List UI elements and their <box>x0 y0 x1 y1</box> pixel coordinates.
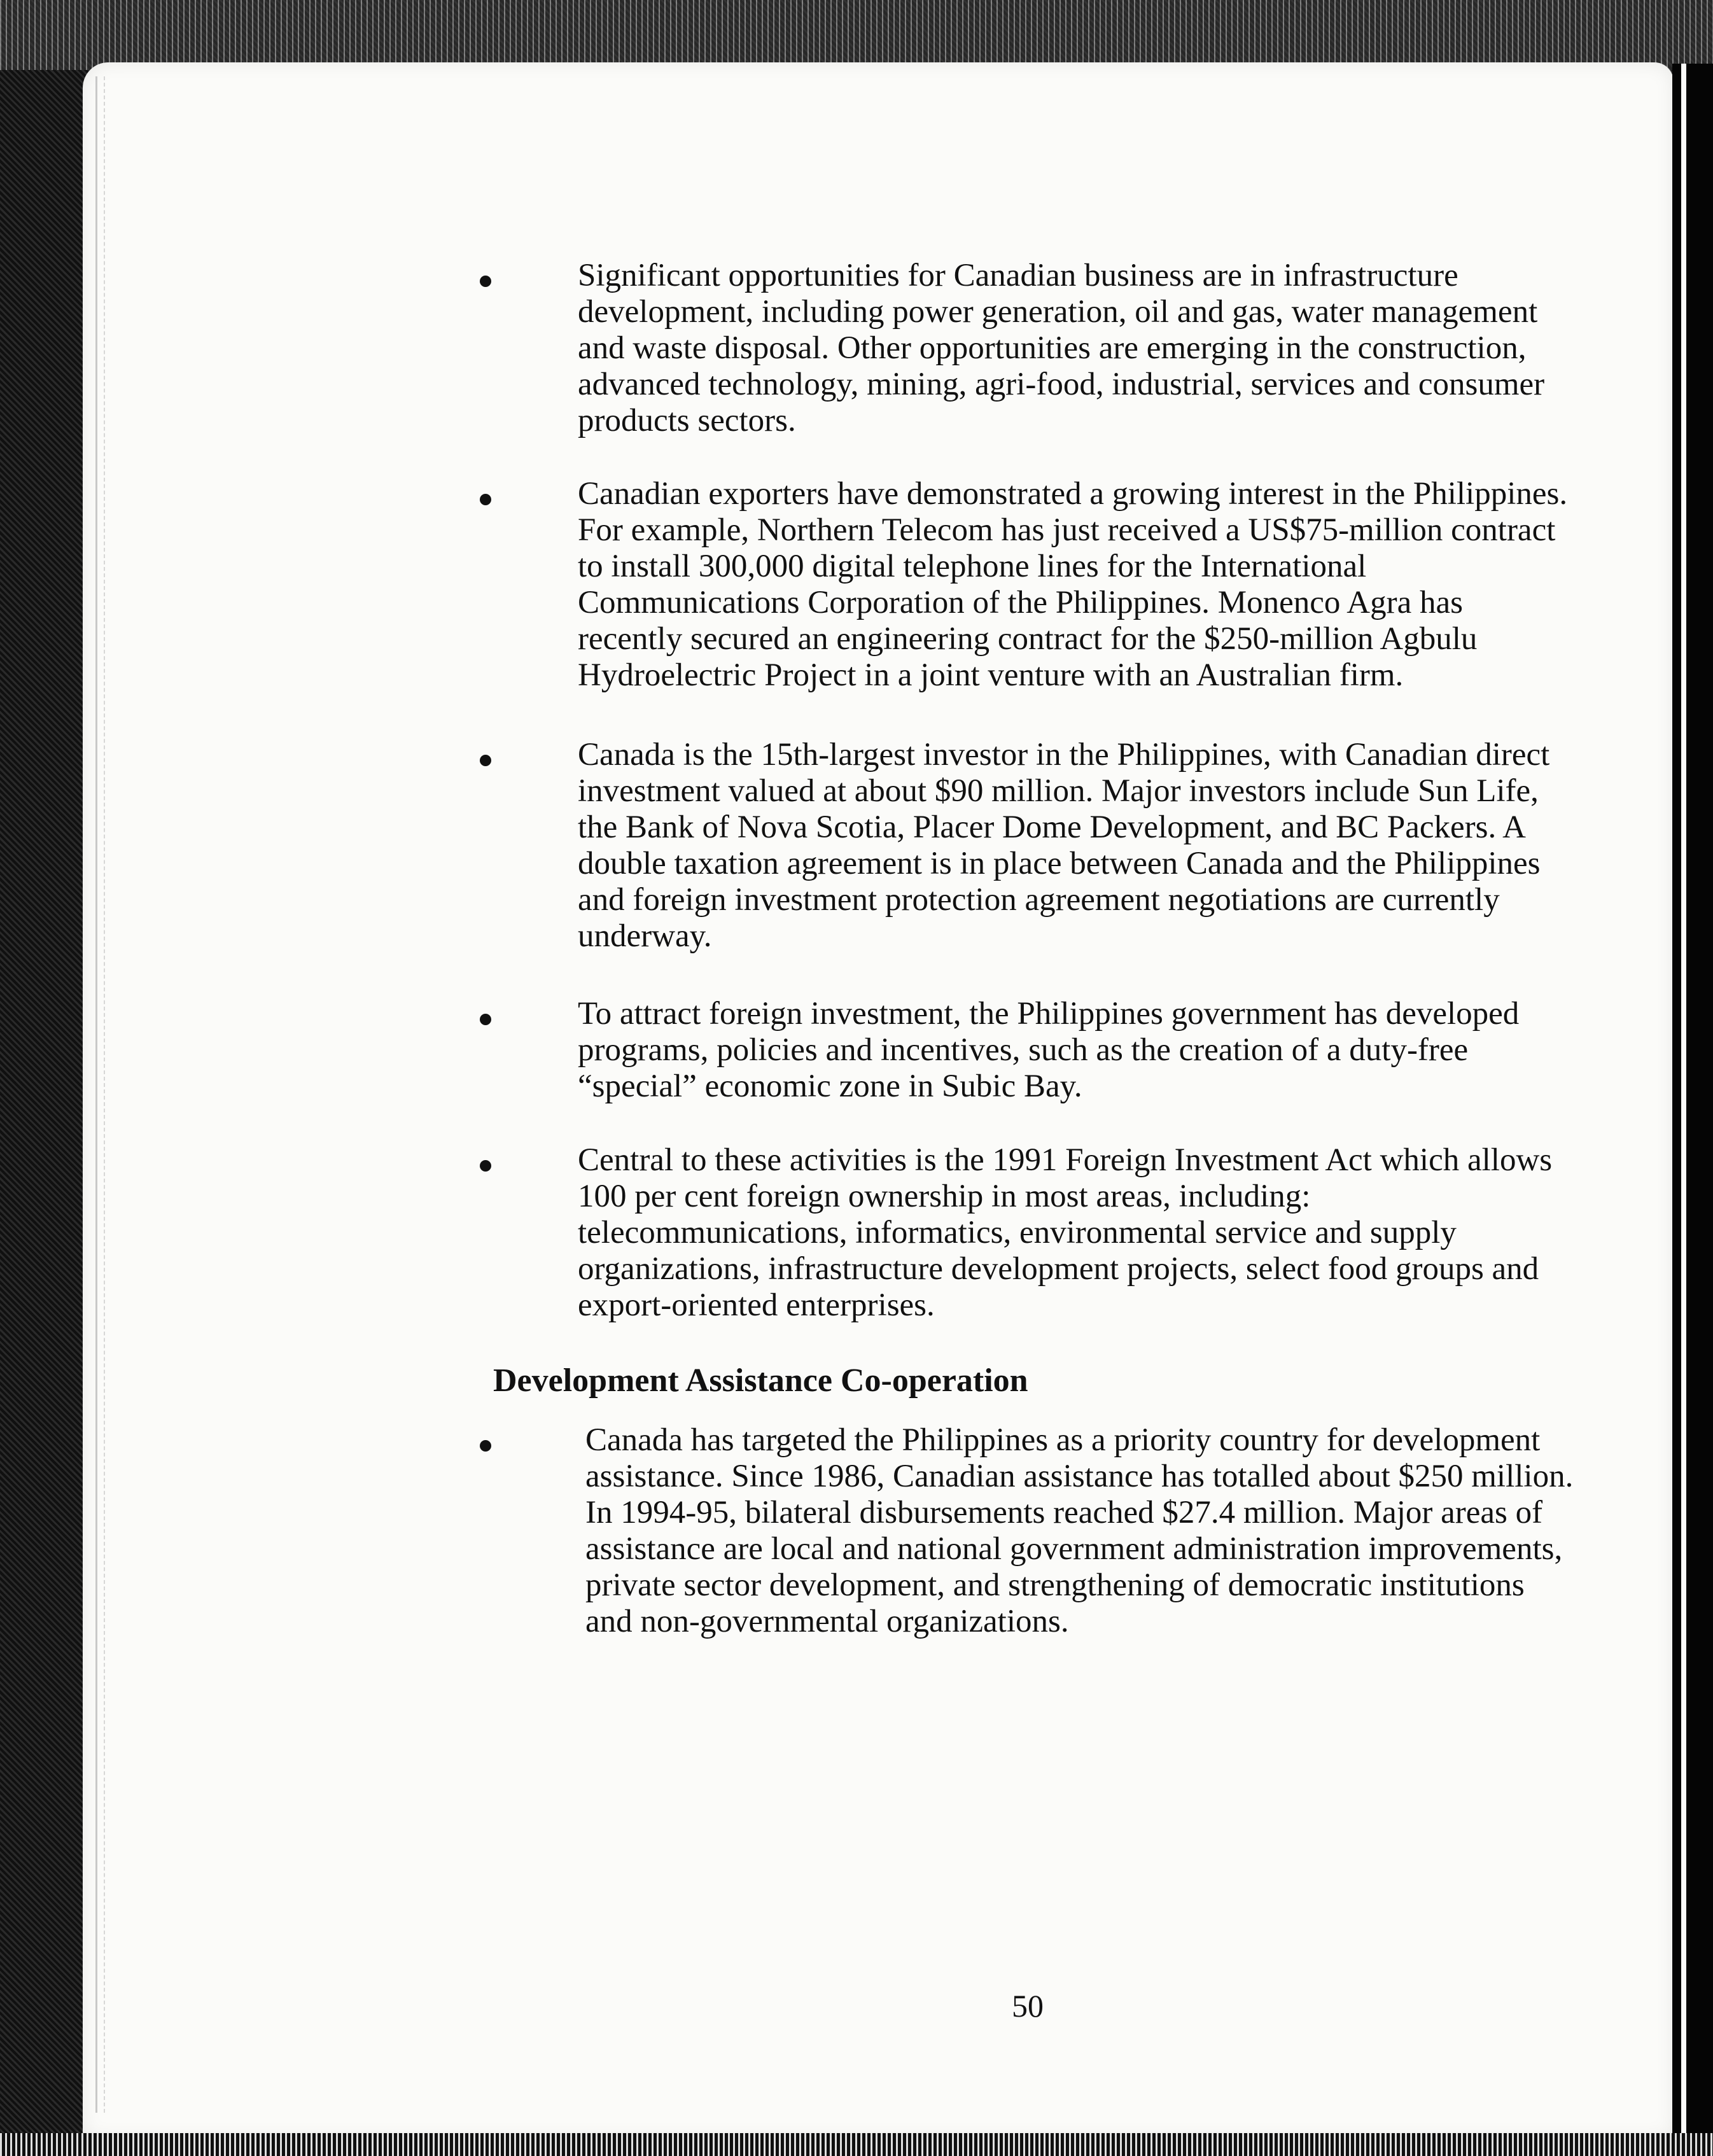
bullet-text: Central to these activities is the 1991 Foreign Investment Act which allows 100 per cent foreign ownership in most areas, including: telecommunications, informatics, environmental service and supply organizations, infrastructure development projects, select food groups and export-oriented enterprises. <box>578 1142 1553 1323</box>
bullet-text: To attract foreign investment, the Philippines government has developed programs, policies and incentives, such as the creation of a duty-free “special” economic zone in Subic Bay. <box>578 996 1520 1104</box>
page-number: 50 <box>1012 1988 1044 2024</box>
bullet-icon <box>480 1014 491 1025</box>
bullet-text: Canada is the 15th-largest investor in the Philippines, with Canadian direct investment valued at about $90 million. Major investors include Sun Life, the Bank of Nova Scotia, Placer Dome Development, and BC Packers. A double taxation agreement is in place between Canada and the Philippines and foreign investment protection agreement negotiations are currently underway. <box>578 737 1550 954</box>
section-heading: Development Assistance Co-operation <box>493 1362 1028 1399</box>
bullet-text: Canada has targeted the Philippines as a priority country for development assistance. Since 1986, Canadian assistance has totalled about $250 million. In 1994-95, bilateral disbursements reached $27.4 million. Major areas of assistance are local and national government administration improvements, private sector development, and strengthening of democratic institutions and non-governmental organizations. <box>585 1422 1574 1639</box>
bullet-icon <box>480 755 491 766</box>
bullet-icon <box>480 494 491 505</box>
bullet-icon <box>480 1160 491 1172</box>
bullet-icon <box>480 276 491 287</box>
bullet-icon <box>480 1440 491 1452</box>
bullet-text: Canadian exporters have demonstrated a growing interest in the Philippines. For example, Northern Telecom has just received a US$75-million contract to install 300,000 digital telephone lines for the International Communications Corporation of the Philippines. Monenco Agra has recently secured an engineering contract for the $250-million Agbulu Hydroelectric Project in a joint venture with an Australian firm. <box>578 476 1568 693</box>
bullet-text: Significant opportunities for Canadian business are in infrastructure development, including power generation, oil and gas, water management and waste disposal. Other opportunities are emerging in the construction, advanced technology, mining, agri-food, industrial, services and consumer products sectors. <box>578 258 1545 438</box>
